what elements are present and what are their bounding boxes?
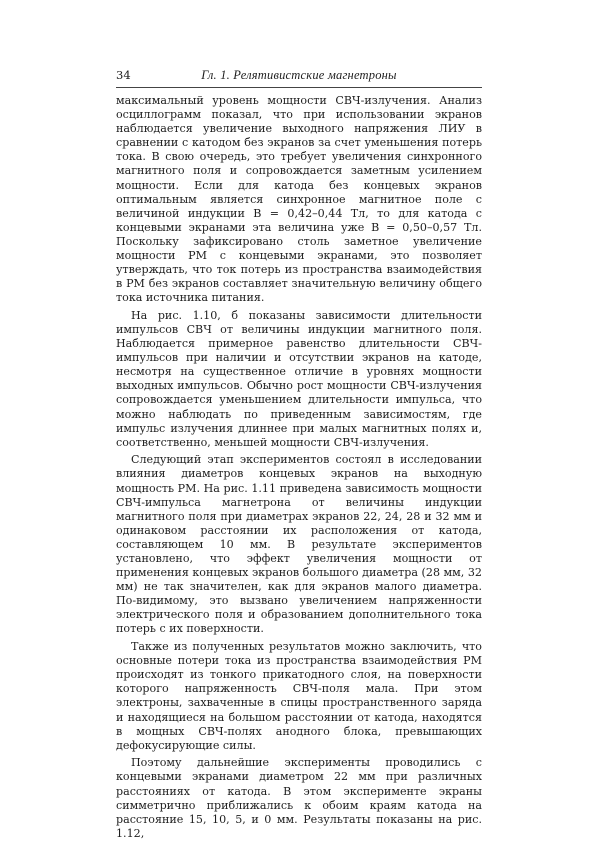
chapter-title: Гл. 1. Релятивистские магнетроны — [201, 68, 397, 82]
book-page — [116, 68, 482, 841]
paragraph: Поэтому дальнейшие эксперименты проводились с концевыми экранами диаметром 22 мм при различных расстояниях от катода. В этом эксперименте экраны симметрично приближались к обоим краям катода на расстояние 15, 10, 5, и 0 мм. Результаты показаны на рис. 1.12, — [116, 756, 482, 840]
running-head — [116, 68, 482, 88]
paragraph: Также из полученных результатов можно заключить, что основные потери тока из пространства взаимодействия РМ происходят из тонкого прикатодного слоя, на поверхности которого напряженность СВЧ-поля мала. При этом электроны, захваченные в спицы пространственного заряда и находящиеся на большом расстоянии от катода, находятся в мощных СВЧ-полях анодного блока, превышающих дефокусирующие силы. — [116, 640, 482, 752]
paragraph: На рис. 1.10, б показаны зависимости длительности импульсов СВЧ от величины индукции магнитного поля. Наблюдается примерное равенство длительности СВЧ-импульсов при наличии и отсутствии экранов на катоде, несмотря на существенное отличие в уровнях мощности выходных импульсов. Обычно рост мощности СВЧ-излучения сопровождается уменьшением длительности импульса, что можно наблюдать по приведенным зависимостям, где импульс излучения длиннее при малых магнитных полях и, соответственно, меньшей мощности СВЧ-излучения. — [116, 308, 482, 449]
paragraph: Следующий этап экспериментов состоял в исследовании влияния диаметров концевых экранов на выходную мощность РМ. На рис. 1.11 приведена зависимость мощности СВЧ-импульса магнетрона от величины индукции магнитного поля при диаметрах экранов 22, 24, 28 и 32 мм и одинаковом расстоянии их расположения от катода, составляющем 10 мм. В результате экспериментов установлено, что эффект увеличения мощности от применения концевых экранов большого диаметра (28 мм, 32 мм) не так значителен, как для экранов малого диаметра. По-видимому, это вызвано увеличением напряженности электрического поля и образованием дополнительного тока потерь с их поверхности. — [116, 453, 482, 636]
page-number: 34 — [116, 68, 131, 82]
paragraph: максимальный уровень мощности СВЧ-излучения. Анализ осциллограмм показал, что при использовании экранов наблюдается увеличение выходного напряжения ЛИУ в сравнении с катодом без экранов за счет уменьшения потерь тока. В свою очередь, это требует увеличения синхронного магнитного поля и сопровождается заметным усилением мощности. Если для катода без концевых экранов оптимальным является синхронное магнитное поле с величиной индукции B = 0,42–0,44 Тл, то для катода с концевыми экранами эта величина уже B = 0,50–0,57 Тл. Поскольку зафиксировано столь заметное увеличение мощности РМ с концевыми экранами, это позволяет утверждать, что ток потерь из пространства взаимодействия в РМ без экранов составляет значительную величину общего тока источника питания. — [116, 94, 482, 305]
body-text — [116, 94, 482, 841]
